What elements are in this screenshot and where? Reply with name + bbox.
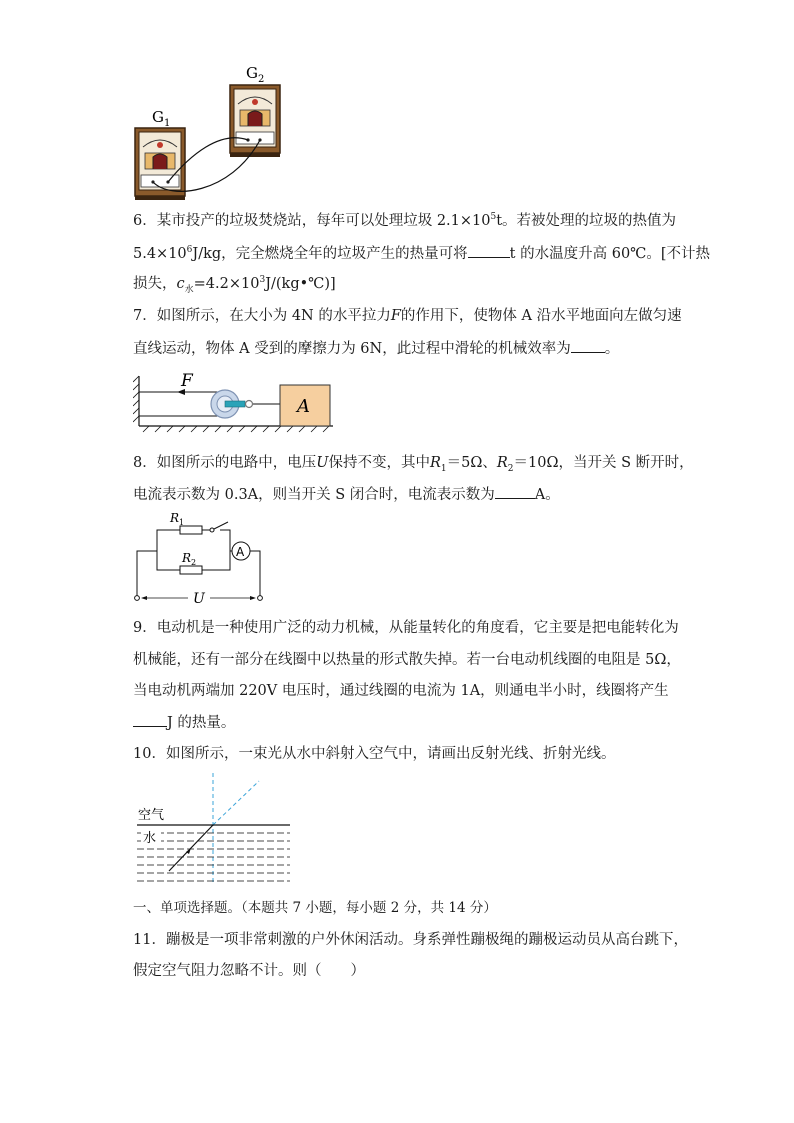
water-label: 水	[143, 831, 157, 846]
ammeter-label: A	[236, 545, 245, 559]
q6-line-3: 损失，$c_水=4.2\times 10^3J/(kg•℃)$]	[133, 275, 336, 295]
g1-label: $G_1$	[152, 108, 171, 129]
q9-line-1: 9．电动机是一种使用广泛的动力机械，从能量转化的角度看，它主要是把电能转化为	[133, 620, 679, 636]
q6-answer-blank[interactable]	[468, 243, 510, 258]
q9-line-4: J 的热量。	[133, 712, 235, 733]
q8-line-1: 8．如图所示的电路中，电压U保持不变，其中$R_1=5\Omega$、$R_2=10\Omega$，当开关 S 断开时，	[133, 455, 694, 474]
r1-label: $R_1$	[170, 511, 185, 527]
q7-line-1: 7．如图所示，在大小为 4N 的水平拉力F的作用下，使物体 A 沿水平地面向左做匀速	[133, 308, 682, 324]
pulley-figure	[133, 368, 333, 438]
q9-line-2: 机械能，还有一部分在线圈中以热量的形式散失掉。若一台电动机线圈的电阻是 5Ω，	[133, 652, 681, 668]
galvanometer-g2	[230, 85, 280, 157]
circuit-figure	[130, 508, 270, 608]
g2-label: $G_2$	[246, 64, 265, 85]
q6-line-2: $5.4\times 10^6J/kg$，完全燃烧全年的垃圾产生的热量可将 t 的水温度升高 60℃。[不计热	[133, 243, 710, 264]
r2-label: $R_2$	[182, 551, 197, 567]
section-title: 一、单项选择题。（本题共 7 小题，每小题 2 分，共 14 分）	[133, 900, 497, 916]
q7-line-2: 直线运动，物体 A 受到的摩擦力为 6N，此过程中滑轮的机械效率为 。	[133, 338, 619, 359]
q11-line-2: 假定空气阻力忽略不计。则（ ）	[133, 963, 365, 979]
voltage-label: U	[193, 591, 205, 607]
galvanometer-figure	[130, 60, 290, 200]
air-label: 空气	[138, 808, 165, 823]
q6-line-1: 6．某市投产的垃圾焚烧站，每年可以处理垃圾 $2.1\times 10^5t$。若被处理的垃圾的热值为	[133, 212, 677, 229]
q9-line-3: 当电动机两端加 220V 电压时，通过线圈的电流为 1A，则通电半小时，线圈将产生	[133, 683, 669, 699]
q9-answer-blank[interactable]	[133, 712, 167, 727]
q8-line-2: 电流表示数为 0.3A，则当开关 S 闭合时，电流表示数为 A。	[133, 484, 560, 505]
block-a-label: A	[297, 396, 310, 417]
force-label: F	[181, 371, 193, 391]
q7-answer-blank[interactable]	[571, 338, 605, 353]
refraction-figure	[135, 773, 295, 888]
q8-answer-blank[interactable]	[495, 484, 535, 499]
galvanometer-g1	[135, 128, 185, 200]
q11-line-1: 11．蹦极是一项非常刺激的户外休闲活动。身系弹性蹦极绳的蹦极运动员从高台跳下，	[133, 932, 688, 948]
q10-line-1: 10．如图所示，一束光从水中斜射入空气中，请画出反射光线、折射光线。	[133, 746, 616, 762]
